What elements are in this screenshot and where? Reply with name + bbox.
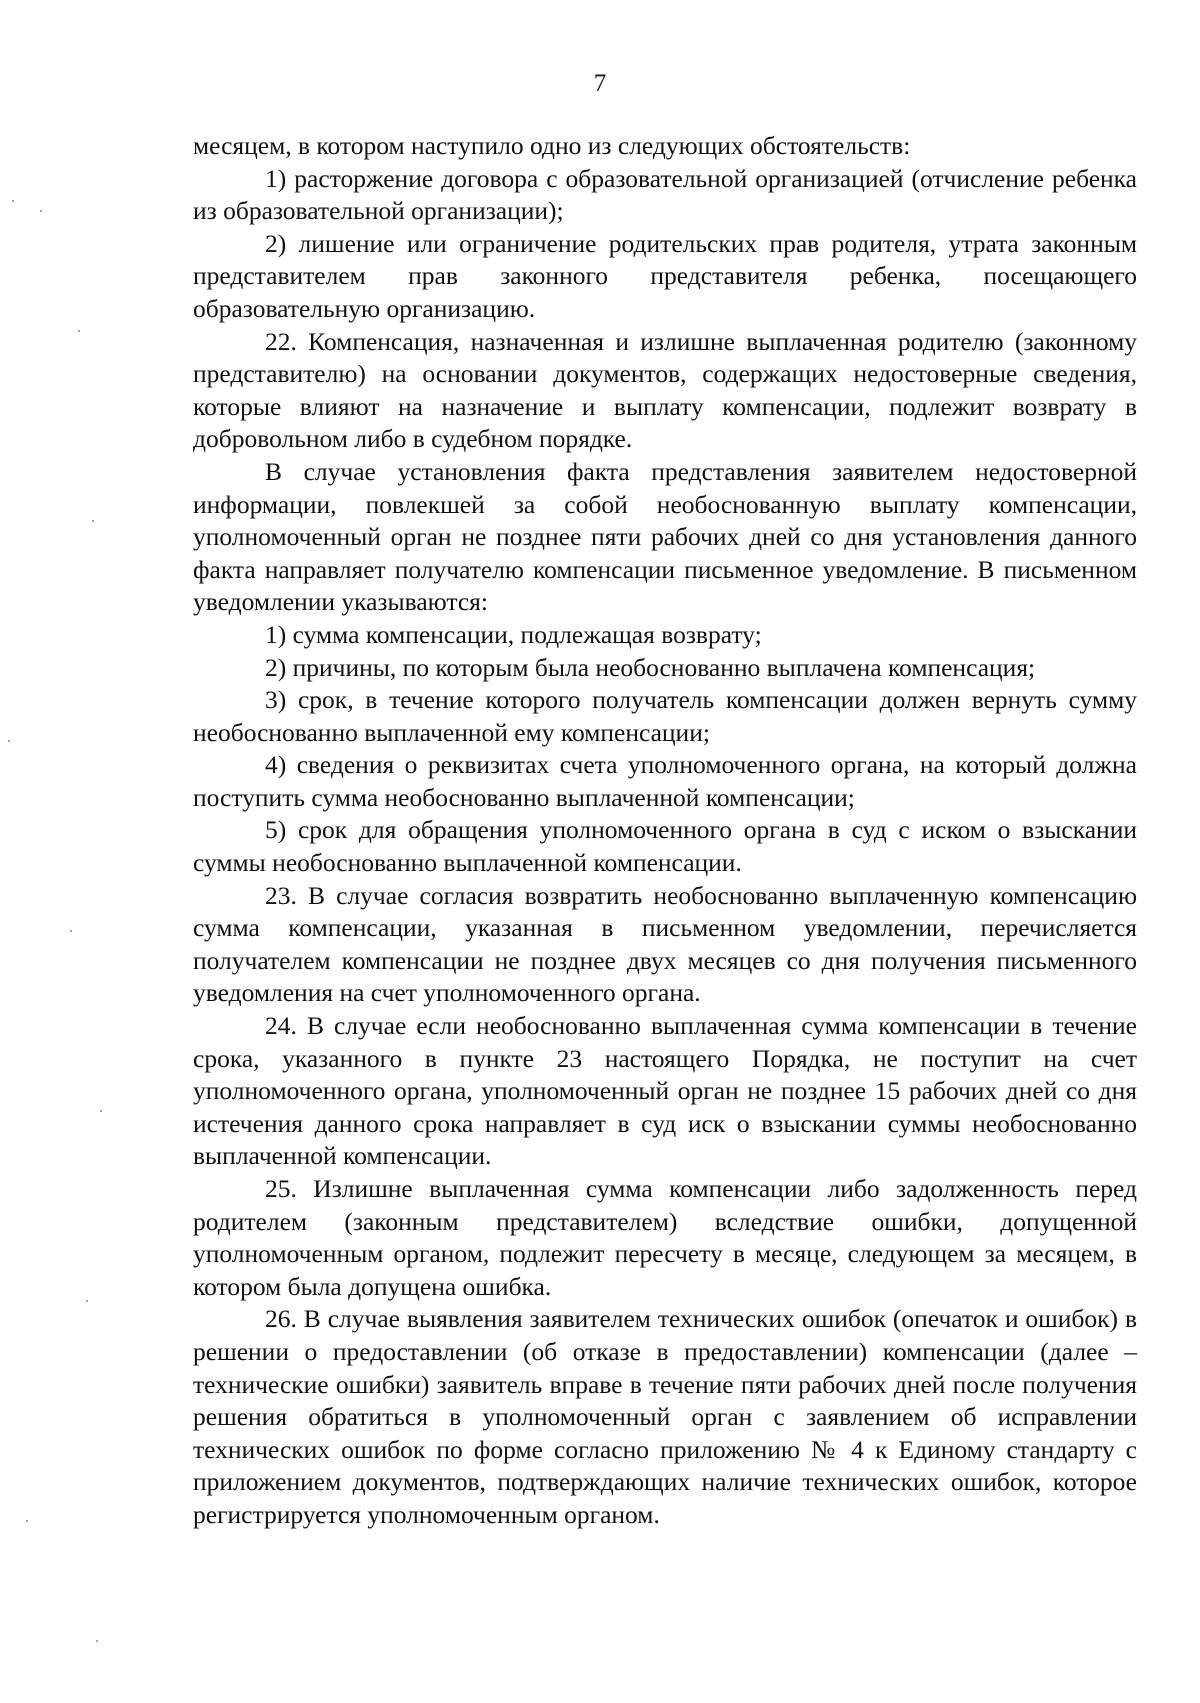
paragraph-clause-24: 24. В случае если необоснованно выплаченная сумма компенсации в течение срока, указанного в пункте 23 настоящего Порядка, не поступит на счет уполномоченного органа, уполномоченный орган не позднее 15 рабочих дней со дня истечения данного срока направляет в суд иск о взыскании суммы необоснованно выплаченной компенсации. <box>193 1011 1137 1171</box>
scan-speck <box>96 1640 98 1642</box>
paragraph-notice-item-1: 1) сумма компенсации, подлежащая возврату; <box>265 619 762 649</box>
page-number: 7 <box>593 70 607 97</box>
scan-speck <box>26 1520 28 1522</box>
scan-speck <box>92 520 94 522</box>
paragraph-list-item-2: 2) лишение или ограничение родительских прав родителя, утрата законным представителем прав законного представителя ребенка, посещающего образовательную организацию. <box>193 228 1137 323</box>
paragraph-clause-22: 22. Компенсация, назначенная и излишне выплаченная родителю (законному представителю) на основании документов, содержащих недостоверные сведения, которые влияют на назначение и выплату компенсации, подлежит возврату в добровольном либо в судебном порядке. <box>193 326 1137 454</box>
paragraph-clause-25: 25. Излишне выплаченная сумма компенсации либо задолженность перед родителем (законным представителем) вследствие ошибки, допущенной уполномоченным органом, подлежит пересчету в месяце, следующем за месяцем, в котором была допущена ошибка. <box>193 1174 1137 1301</box>
paragraph-clause-22-notice: В случае установления факта представления заявителем недостоверной информации, повлекшей за собой необоснованную выплату компенсации, уполномоченный орган не позднее пяти рабочих дней со дня установления данного факта направляет получателю компенсации письменное уведомление. В письменном уведомлении указываются: <box>193 456 1137 617</box>
paragraph-notice-item-5: 5) срок для обращения уполномоченного органа в суд с иском о взыскании суммы необоснованно выплаченной компенсации. <box>193 815 1137 878</box>
paragraph-notice-item-3: 3) срок, в течение которого получатель компенсации должен вернуть сумму необоснованно выплаченной ему компенсации; <box>193 685 1137 747</box>
paragraph-notice-item-4: 4) сведения о реквизитах счета уполномоченного органа, на который должна поступить сумма необоснованно выплаченной компенсации; <box>193 750 1137 812</box>
scan-speck <box>70 930 72 932</box>
scan-speck <box>86 1300 88 1302</box>
paragraph-continuation: месяцем, в котором наступило одно из следующих обстоятельств: <box>193 131 911 160</box>
paragraph-clause-23: 23. В случае согласия возвратить необоснованно выплаченную компенсацию сумма компенсации, указанная в письменном уведомлении, перечисляется получателем компенсации не позднее двух месяцев со дня получения письменного уведомления на счет уполномоченного органа. <box>193 880 1137 1008</box>
scan-speck <box>100 1110 102 1112</box>
paragraph-list-item-1: 1) расторжение договора с образовательной организацией (отчисление ребенка из образовательной организации); <box>193 163 1137 226</box>
scan-speck <box>40 210 42 212</box>
scan-speck <box>78 330 80 332</box>
paragraph-clause-26: 26. В случае выявления заявителем технических ошибок (опечаток и ошибок) в решении о предоставлении (об отказе в предоставлении) компенсации (далее – технические ошибки) заявитель вправе в течение пяти рабочих дней после получения решения обратиться в уполномоченный орган с заявлением об исправлении технических ошибок по форме согласно приложению № 4 к Единому стандарту с приложением документов, подтверждающих наличие технических ошибок, которое регистрируется уполномоченным органом. <box>193 1304 1137 1529</box>
paragraph-notice-item-2: 2) причины, по которым была необоснованно выплачена компенсация; <box>265 652 1036 682</box>
scan-speck <box>8 740 10 742</box>
document-body <box>193 130 1137 1532</box>
scan-speck <box>12 200 14 202</box>
